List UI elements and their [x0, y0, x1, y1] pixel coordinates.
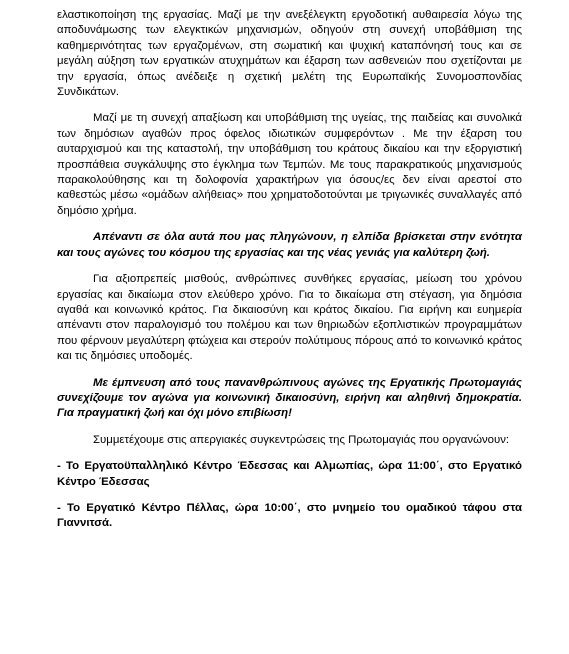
document-page	[57, 8, 522, 532]
paragraph-public-goods: Μαζί με τη συνεχή απαξίωση και υποβάθμιση της υγείας, της παιδείας και συνολικά των δημόσιων αγαθών προς όφελος ιδιωτικών συμφερόντων . Με την έξαρση του αυταρχισμού και της καταστολή, την υποβάθμιση του κράτους δικαίου και την εξοργιστική προσπάθεια συγκάλυψης στο έγκλημα των Τεμπών. Με τους παρακρατικούς μηχανισμούς παρακολούθησης και τη δολοφονία χαρακτήρων για όσους/ες δεν είναι αρεστοί στο καθεστώς μέσω «ομάδων αλήθειας» που χρηματοδοτούνται με τριγωνικές συναλλαγές από δημόσιο χρήμα.	[57, 112, 522, 217]
paragraph-working-conditions: ελαστικοποίηση της εργασίας. Μαζί με την ανεξέλεγκτη εργοδοτική αυθαιρεσία λόγω της αποδυνάμωσης των ελεγκτικών μηχανισμών, οδηγούν στη συνεχή υποβάθμιση της καθημερινότητας των εργαζομένων, στη σωματική και ψυχική καταπόνησή τους και σε μεγάλη αύξηση των εργατικών ατυχημάτων και έξαρση των ασθενειών που σχετίζονται με την εργασία, όπως ανέδειξε η σχετική μελέτη της Ευρωπαϊκής Συνομοσπονδίας Συνδικάτων.	[57, 9, 522, 99]
paragraph-demands: Για αξιοπρεπείς μισθούς, ανθρώπινες συνθήκες εργασίας, μείωση του χρόνου εργασίας και δικαίωμα στον ελεύθερο χρόνο. Για το δικαίωμα στη στέγαση, για δημόσια αγαθά και κοινωνικό κράτος. Για δικαιοσύνη και κράτος δικαίου. Για ειρήνη και ευημερία απέναντι στον παραλογισμό του πολέμου και των θηριωδών εξοπλιστικών προγραμμάτων που φέρνουν μεγαλύτερη φτώχεια και στερούν πολύτιμους πόρους από το κοινωνικό κράτος και τις δημόσιες υποδομές.	[57, 273, 522, 363]
paragraph-gap	[57, 490, 522, 501]
paragraph-participation: Συμμετέχουμε στις απεργιακές συγκεντρώσεις της Πρωτομαγιάς που οργανώνουν:	[93, 433, 510, 446]
paragraph-gap	[57, 422, 522, 433]
paragraph-gap	[57, 219, 522, 230]
paragraph-gap	[57, 261, 522, 272]
paragraph-gap	[57, 448, 522, 459]
paragraph-gap	[57, 365, 522, 376]
paragraph-gap	[57, 100, 522, 111]
list-item-pella-rally: - Το Εργατικό Κέντρο Πέλλας, ώρα 10:00΄, στο μνημείο του ομαδικού τάφου στα Γιαννιτσά.	[57, 501, 522, 530]
list-item-edessa-rally: - Το Εργατοϋπαλληλικό Κέντρο Έδεσσας και Αλμωπίας, ώρα 11:00΄, στο Εργατικό Κέντρο Έδεσσας	[57, 460, 522, 488]
paragraph-hope-statement: Απέναντι σε όλα αυτά που μας πληγώνουν, η ελπίδα βρίσκεται στην ενότητα και τους αγώνες του κόσμου της εργασίας και της νέας γενιάς για καλύτερη ζωή.	[57, 231, 522, 259]
paragraph-may-day-inspiration: Με έμπνευση από τους πανανθρώπινους αγώνες της Εργατικής Πρωτομαγιάς συνεχίζουμε τον αγώνα για κοινωνική δικαιοσύνη, ειρήνη και αληθινή δημοκρατία. Για πραγματική ζωή και όχι μόνο επιβίωση!	[57, 376, 522, 420]
